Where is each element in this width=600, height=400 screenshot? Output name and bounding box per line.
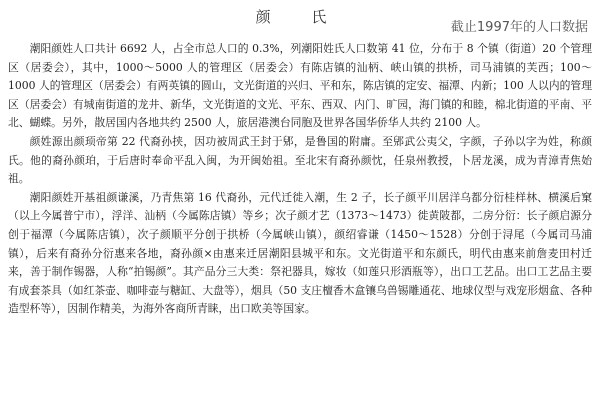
paragraph-population: 潮阳颜姓人口共计 6692 人，占全市总人口的 0.3%，列潮阳姓氏人口数第 41 位，分布于 8 个镇（街道）20 个管理区（居委会），其中，1000～5000 人的管理区（居委会）有陈店镇的汕柄、峡山镇的拱桥，司马浦镇的芙西；100～1000 人的管理区（居委会）有两英镇的圆山，文光街道的兴归、平和东，陈店镇的定安、福潭、内新；100 人以内的管理区（居委会）有城南街道的龙井、新华，文光街道的文光、平东、西双、内门、旷园，海门镇的和睦，棉北街道的平南、平北、蝴蝶。另外，散居国内各地共约 2500 人，旅居港澳台同胞及世界各国华侨华人共约 2100 人。 [8, 42, 592, 130]
paragraph-origin: 颜姓源出颜顼帝第 22 代裔孙挟，因功被周武王封于郳，是鲁国的附庸。至郳武公夷父，字颜，子孙以字为姓，称颜氏。他的裔孙颜珀，于后唐时奉命平乱入闽，为开闽始祖。至北宋有裔孙颜忱，任泉州教授，卜居龙溪，成为青漳青焦始祖。 [8, 134, 592, 186]
paragraph-lineage: 潮阳颜姓开基祖颜谦溪，乃青焦第 16 代裔孙，元代迁徙入潮，生 2 子，长子颜平川居洋乌都分衍桂样林、横溪后窠（以上今属普宁市），浮洋、汕柄（今属陈店镇）等乡；次子颜才艺（1373～1473）徙黄陂都，二房分衍：长子颜启源分创于福潭（今属陈店镇），次子颜顺平分创于拱桥（今属峡山镇），颜绍睿谦（1450～1528）分创于浔尾（今属司马浦镇），后来有裔孙分衍惠来各地，裔孙颜×由惠来迁居潮阳县城平和东。文光街道平和东颜氏，明代由惠来前詹麦田村迁来，善于制作锡器，人称“拍锡颜”。其产品分三大类：祭祀器具，嫁妆（如莲只形酒瓶等），出口工艺品。出口工艺品主要有成套茶具（如红茶壶、咖啡壶与糖缸、大盘等），烟具（50 支庄檀香木盒镶乌兽锡雕通花、地球仪型与戏宠形烟盒、各种造型杯等），因制作精美，为海外客商所青睐，出口欧美等国家。 [8, 190, 593, 316]
document-title: 颜 氏 [255, 8, 345, 26]
document-body [8, 40, 592, 319]
population-data-caption: 截止1997年的人口数据 [451, 16, 588, 35]
